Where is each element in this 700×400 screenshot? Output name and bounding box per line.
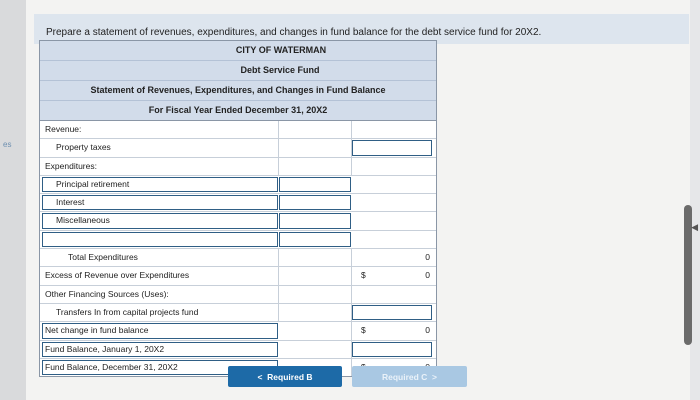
table-row [40,304,436,322]
table-row [40,286,436,304]
instruction-text: Prepare a statement of revenues, expenditures, and changes in fund balance for the debt service fund for 20X2. [46,27,542,38]
row-label-principal-retirement: Principal retirement [56,178,130,189]
total-expenditures-value: 0 [425,252,430,263]
header-fund: Debt Service Fund [40,61,436,81]
chevron-left-icon: < [257,371,263,382]
blank-label-field[interactable] [42,232,278,247]
row-label-revenue: Revenue: [45,124,82,134]
left-panel-edge [0,0,26,400]
net-change-currency: $ [361,325,366,336]
excess-currency: $ [361,270,366,281]
fund-balance-start-input[interactable] [352,342,432,357]
row-label-fund-balance-end: Fund Balance, December 31, 20X2 [45,361,178,372]
table-row [40,322,436,340]
row-label-property-taxes: Property taxes [56,142,111,153]
table-row [40,176,436,194]
row-label-transfers: Transfers In from capital projects fund [56,306,199,317]
table-row [40,194,436,212]
excess-value: 0 [425,270,430,281]
table-row [40,249,436,267]
table-row [40,212,436,230]
row-label-miscellaneous: Miscellaneous [56,215,110,226]
principal-retirement-input[interactable] [279,177,351,192]
table-row [40,231,436,249]
required-c-label: Required C [381,371,428,382]
header-title: Statement of Revenues, Expenditures, and Changes in Fund Balance [40,81,436,101]
header-city: CITY OF WATERMAN [40,41,436,61]
interest-input[interactable] [279,195,351,210]
row-label-excess: Excess of Revenue over Expenditures [45,270,190,281]
table-row [40,121,436,139]
header-period: For Fiscal Year Ended December 31, 20X2 [148,105,328,115]
chevron-right-icon: > [432,371,438,382]
left-panel-text: es [3,140,12,149]
row-label-other-financing: Other Financing Sources (Uses): [45,288,169,299]
blank-amount-input[interactable] [279,232,351,247]
row-label-total-expenditures: Total Expenditures [68,252,138,263]
row-label-interest: Interest [56,197,85,208]
fund-statement-table [39,40,437,377]
table-row [40,341,436,359]
scroll-arrow-icon[interactable]: ◀ [691,222,698,232]
required-b-label: Required B [267,371,313,382]
property-taxes-input[interactable] [352,140,432,155]
table-row [40,158,436,176]
table-row [40,139,436,157]
row-label-expenditures: Expenditures: [45,160,97,171]
table-row [40,267,436,285]
statement-header [40,41,436,121]
transfers-input[interactable] [352,305,432,320]
net-change-value: 0 [425,325,430,336]
row-label-net-change: Net change in fund balance [45,325,149,336]
required-b-button[interactable] [228,366,342,387]
row-label-fund-balance-start: Fund Balance, January 1, 20X2 [45,343,165,354]
required-c-button[interactable] [352,366,467,387]
miscellaneous-input[interactable] [279,213,351,228]
